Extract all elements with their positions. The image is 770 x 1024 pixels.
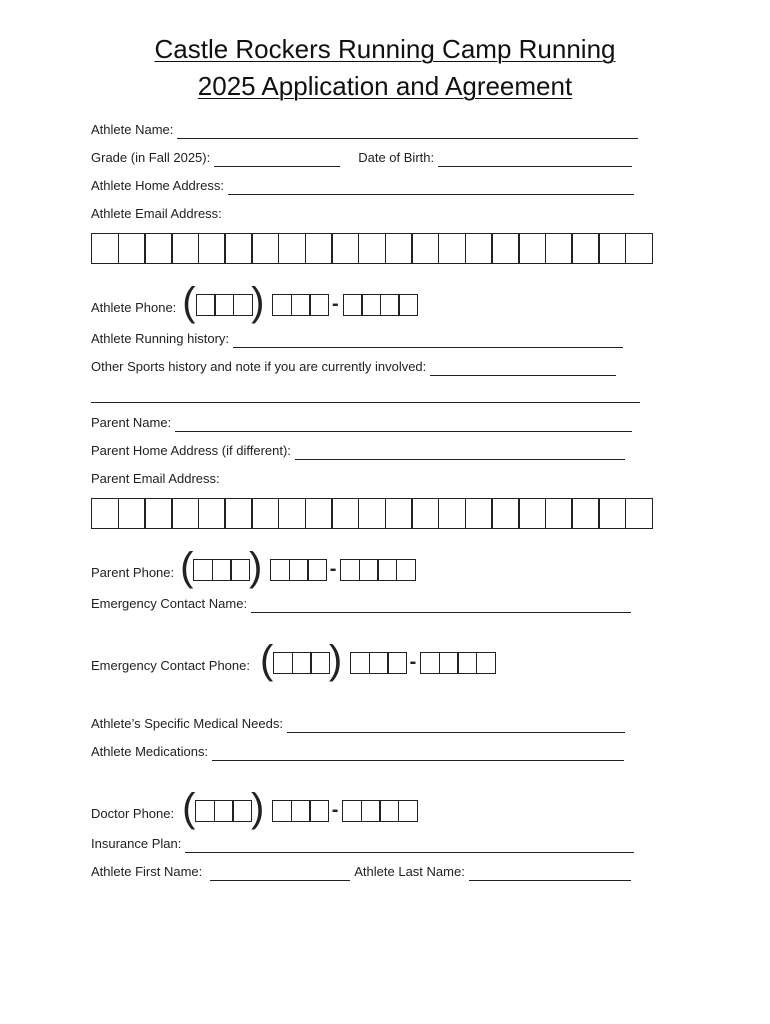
medical-needs-row <box>91 716 625 733</box>
email-char-box[interactable] <box>305 233 333 264</box>
athlete-address-label: Athlete Home Address: <box>91 178 224 193</box>
phone-digit-box[interactable] <box>342 800 362 822</box>
phone-digit-box[interactable] <box>359 559 379 581</box>
email-char-box[interactable] <box>331 233 359 264</box>
email-char-box[interactable] <box>545 498 573 529</box>
email-char-box[interactable] <box>144 498 172 529</box>
phone-digit-box[interactable] <box>232 800 252 822</box>
close-paren-glyph: ) <box>250 786 265 830</box>
phone-digit-box[interactable] <box>196 294 216 316</box>
email-char-box[interactable] <box>251 233 279 264</box>
phone-digit-group <box>340 559 414 581</box>
dob-field[interactable] <box>438 152 632 167</box>
phone-digit-box[interactable] <box>398 294 418 316</box>
phone-digit-group <box>420 652 494 674</box>
email-char-box[interactable] <box>224 498 252 529</box>
dash-glyph: - <box>331 293 339 315</box>
athlete-email-row <box>91 206 222 223</box>
phone-digit-box[interactable] <box>270 559 290 581</box>
email-char-box[interactable] <box>411 233 439 264</box>
phone-digit-box[interactable] <box>193 559 213 581</box>
grade-dob-row <box>91 150 632 167</box>
email-char-box[interactable] <box>625 498 653 529</box>
email-char-box[interactable] <box>625 233 653 264</box>
email-char-box[interactable] <box>571 498 599 529</box>
athlete-address-field[interactable] <box>228 180 634 195</box>
email-char-box[interactable] <box>118 498 146 529</box>
emergency-name-label: Emergency Contact Name: <box>91 596 248 611</box>
email-char-box[interactable] <box>278 233 306 264</box>
parent-name-row <box>91 415 632 432</box>
phone-digit-group <box>342 800 416 822</box>
parent-email-label: Parent Email Address: <box>91 471 220 486</box>
athlete-name-row <box>91 122 638 139</box>
athlete-phone-label: Athlete Phone: <box>91 300 177 315</box>
phone-digit-box[interactable] <box>476 652 496 674</box>
phone-digit-box[interactable] <box>214 294 234 316</box>
email-char-box[interactable] <box>491 498 519 529</box>
open-paren-glyph: ( <box>180 545 194 589</box>
phone-digit-box[interactable] <box>380 294 400 316</box>
insurance-field[interactable] <box>185 838 634 853</box>
insurance-label: Insurance Plan: <box>91 836 182 851</box>
parent-email-boxes[interactable] <box>91 498 651 529</box>
phone-digit-box[interactable] <box>398 800 418 822</box>
phone-digit-box[interactable] <box>212 559 232 581</box>
phone-digit-box[interactable] <box>291 294 311 316</box>
phone-digit-group <box>272 294 328 316</box>
phone-digit-box[interactable] <box>309 294 329 316</box>
email-char-box[interactable] <box>91 233 119 264</box>
parent-phone-label: Parent Phone: <box>91 565 175 580</box>
doctor-phone-label: Doctor Phone: <box>91 806 175 821</box>
emergency-name-field[interactable] <box>251 598 631 613</box>
medications-field[interactable] <box>212 746 624 761</box>
email-char-box[interactable] <box>198 498 226 529</box>
phone-digit-box[interactable] <box>230 559 250 581</box>
open-paren-glyph: ( <box>182 280 196 324</box>
phone-digit-box[interactable] <box>195 800 215 822</box>
phone-digit-box[interactable] <box>272 294 292 316</box>
athlete-name-label: Athlete Name: <box>91 122 174 137</box>
phone-digit-box[interactable] <box>291 800 311 822</box>
running-history-field[interactable] <box>233 333 623 348</box>
first-last-name-row <box>91 864 631 881</box>
parent-address-field[interactable] <box>295 445 625 460</box>
email-char-box[interactable] <box>358 498 386 529</box>
athlete-phone-row <box>91 282 417 322</box>
email-char-box[interactable] <box>251 498 279 529</box>
emergency-phone-label: Emergency Contact Phone: <box>91 658 250 673</box>
email-char-box[interactable] <box>224 233 252 264</box>
email-char-box[interactable] <box>331 498 359 529</box>
dash-glyph: - <box>409 651 417 673</box>
phone-digit-box[interactable] <box>377 559 397 581</box>
close-paren-glyph: ) <box>248 545 263 589</box>
phone-digit-group <box>270 559 326 581</box>
phone-digit-box[interactable] <box>379 800 399 822</box>
athlete-email-boxes[interactable] <box>91 233 651 264</box>
parent-phone-field[interactable] <box>180 547 414 587</box>
other-sports-line-2[interactable] <box>91 402 640 403</box>
phone-digit-box[interactable] <box>214 800 234 822</box>
medications-label: Athlete Medications: <box>91 744 209 759</box>
running-history-label: Athlete Running history: <box>91 331 230 346</box>
email-char-box[interactable] <box>518 498 546 529</box>
close-paren-glyph: ) <box>328 638 343 682</box>
phone-digit-group <box>350 652 406 674</box>
athlete-phone-field[interactable] <box>182 282 416 322</box>
phone-digit-box[interactable] <box>292 652 312 674</box>
dash-glyph: - <box>331 799 339 821</box>
other-sports-label: Other Sports history and note if you are currently involved: <box>91 359 427 374</box>
phone-digit-group <box>343 294 417 316</box>
parent-name-field[interactable] <box>175 417 632 432</box>
phone-digit-box[interactable] <box>309 800 329 822</box>
form-title-line-1: Castle Rockers Running Camp Running <box>154 34 616 64</box>
athlete-address-row <box>91 178 634 195</box>
doctor-phone-row <box>91 788 416 828</box>
phone-digit-box[interactable] <box>340 559 360 581</box>
other-sports-row <box>91 359 616 376</box>
email-char-box[interactable] <box>171 233 199 264</box>
phone-digit-group <box>273 652 329 674</box>
email-char-box[interactable] <box>305 498 333 529</box>
email-char-box[interactable] <box>438 498 466 529</box>
doctor-phone-field[interactable] <box>182 788 416 828</box>
phone-digit-box[interactable] <box>350 652 370 674</box>
email-char-box[interactable] <box>518 233 546 264</box>
parent-name-label: Parent Name: <box>91 415 172 430</box>
email-char-box[interactable] <box>171 498 199 529</box>
medical-needs-field[interactable] <box>287 718 625 733</box>
last-name-field[interactable] <box>469 866 631 881</box>
emergency-phone-field[interactable] <box>260 640 494 680</box>
phone-digit-group <box>272 800 328 822</box>
grade-field[interactable] <box>214 152 340 167</box>
email-char-box[interactable] <box>438 233 466 264</box>
medical-needs-label: Athlete’s Specific Medical Needs: <box>91 716 283 731</box>
phone-digit-box[interactable] <box>396 559 416 581</box>
emergency-phone-row <box>91 640 494 680</box>
email-char-box[interactable] <box>278 498 306 529</box>
grade-label: Grade (in Fall 2025): <box>91 150 211 165</box>
parent-address-row <box>91 443 625 460</box>
email-char-box[interactable] <box>491 233 519 264</box>
phone-digit-group <box>195 800 251 822</box>
parent-email-row <box>91 471 220 488</box>
athlete-email-label: Athlete Email Address: <box>91 206 222 221</box>
phone-digit-box[interactable] <box>310 652 330 674</box>
phone-digit-box[interactable] <box>369 652 389 674</box>
phone-digit-box[interactable] <box>272 800 292 822</box>
email-char-box[interactable] <box>465 498 493 529</box>
phone-digit-box[interactable] <box>233 294 253 316</box>
email-char-box[interactable] <box>571 233 599 264</box>
email-char-box[interactable] <box>385 233 413 264</box>
phone-digit-box[interactable] <box>387 652 407 674</box>
last-name-label: Athlete Last Name: <box>354 864 465 879</box>
email-char-box[interactable] <box>465 233 493 264</box>
email-char-box[interactable] <box>118 233 146 264</box>
first-name-label: Athlete First Name: <box>91 864 203 879</box>
phone-digit-box[interactable] <box>457 652 477 674</box>
parent-address-label: Parent Home Address (if different): <box>91 443 291 458</box>
phone-digit-box[interactable] <box>361 294 381 316</box>
phone-digit-box[interactable] <box>289 559 309 581</box>
dob-label: Date of Birth: <box>358 150 435 165</box>
open-paren-glyph: ( <box>182 786 196 830</box>
email-char-box[interactable] <box>198 233 226 264</box>
form-title-line-2: 2025 Application and Agreement <box>197 71 573 101</box>
close-paren-glyph: ) <box>251 280 265 324</box>
email-char-box[interactable] <box>91 498 119 529</box>
email-char-box[interactable] <box>358 233 386 264</box>
athlete-name-field[interactable] <box>177 124 638 139</box>
email-char-box[interactable] <box>545 233 573 264</box>
phone-digit-box[interactable] <box>273 652 293 674</box>
dash-glyph: - <box>329 558 337 580</box>
email-char-box[interactable] <box>385 498 413 529</box>
parent-phone-row <box>91 547 414 587</box>
email-char-box[interactable] <box>598 233 626 264</box>
medications-row <box>91 744 624 761</box>
email-char-box[interactable] <box>598 498 626 529</box>
phone-digit-box[interactable] <box>307 559 327 581</box>
phone-digit-box[interactable] <box>361 800 381 822</box>
emergency-name-row <box>91 596 631 613</box>
phone-digit-group <box>196 294 252 316</box>
email-char-box[interactable] <box>144 233 172 264</box>
phone-digit-box[interactable] <box>343 294 363 316</box>
open-paren-glyph: ( <box>259 638 274 682</box>
phone-digit-box[interactable] <box>439 652 459 674</box>
other-sports-field[interactable] <box>430 361 616 376</box>
insurance-row <box>91 836 634 853</box>
first-name-field[interactable] <box>210 866 350 881</box>
running-history-row <box>91 331 623 348</box>
phone-digit-box[interactable] <box>420 652 440 674</box>
email-char-box[interactable] <box>411 498 439 529</box>
phone-digit-group <box>193 559 249 581</box>
